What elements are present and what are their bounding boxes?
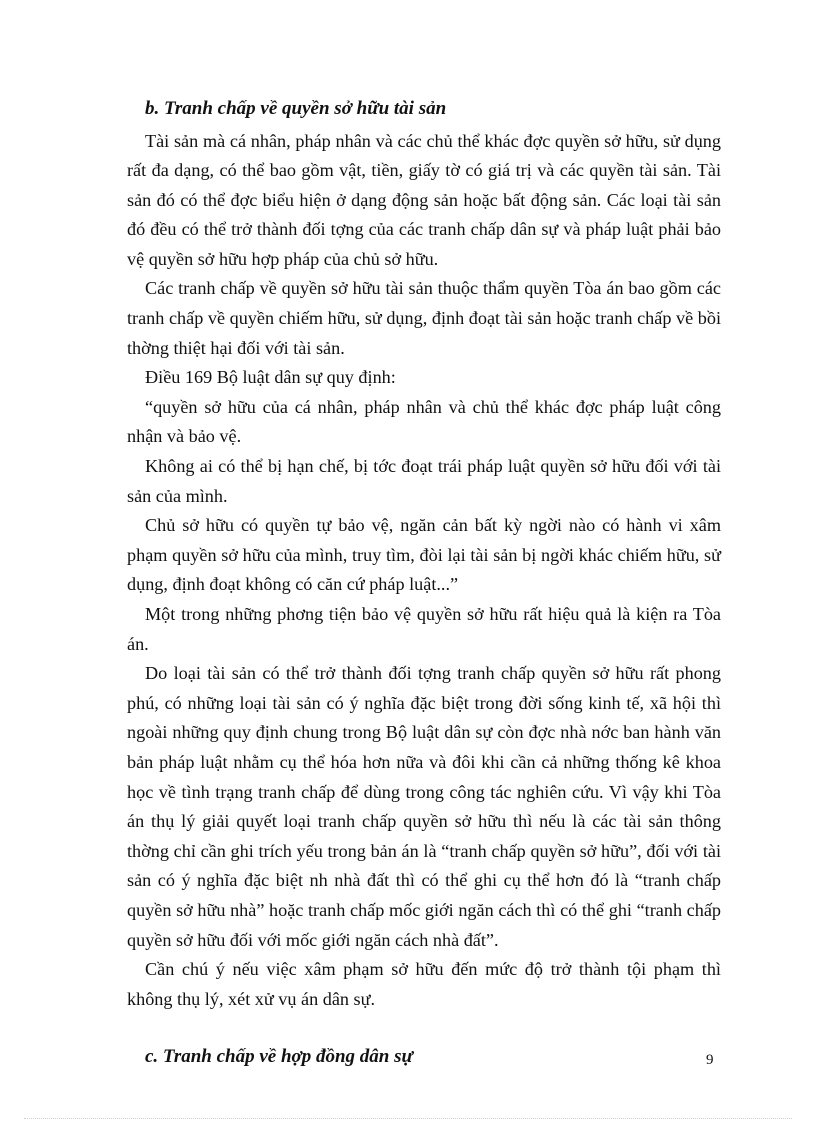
paragraph: Cần chú ý nếu việc xâm phạm sở hữu đến mức độ trở thành tội phạm thì không thụ lý, xét xử vụ án dân sự. — [127, 959, 721, 1009]
paragraph: Các tranh chấp về quyền sở hữu tài sản thuộc thẩm quyền Tòa án bao gồm các tranh chấp về quyền chiếm hữu, sử dụng, định đoạt tài sản hoặc tranh chấp về bồi thờng thiệt hại đối với tài sản. — [127, 278, 721, 358]
quote-paragraph: “quyền sở hữu của cá nhân, pháp nhân và chủ thể khác đợc pháp luật công nhận và bảo vệ. — [127, 396, 721, 447]
page-number: 9 — [706, 1052, 714, 1068]
section-c-heading: c. Tranh chấp về hợp đồng dân sự — [145, 1046, 413, 1068]
section-spacer — [127, 1014, 721, 1040]
quote-paragraph: Chủ sở hữu có quyền tự bảo vệ, ngăn cản bất kỳ ngời nào có hành vi xâm phạm quyền sở hữu của mình, truy tìm, đòi lại tài sản bị ngời khác chiếm hữu, sử dụng, định đoạt không có căn cứ pháp luật...” — [127, 515, 721, 595]
paragraph: Một trong những phơng tiện bảo vệ quyền sở hữu rất hiệu quả là kiện ra Tòa án. — [127, 604, 721, 654]
section-b-heading: b. Tranh chấp về quyền sở hữu tài sản — [145, 98, 447, 119]
paragraph: Điều 169 Bộ luật dân sự quy định: — [145, 367, 396, 388]
paragraph: Do loại tài sản có thể trở thành đối tợng tranh chấp quyền sở hữu rất phong phú, có những loại tài sản có ý nghĩa đặc biệt trong đời sống kinh tế, xã hội thì ngoài những quy định chung trong Bộ luật dân sự còn đợc nhà nớc ban hành văn bản pháp luật nhằm cụ thể hóa hơn nữa và đôi khi cần cả những thống kê khoa học về tình trạng tranh chấp để dùng trong công tác nghiên cứu. Vì vậy khi Tòa án thụ lý giải quyết loại tranh chấp quyền sở hữu thì nếu là các tài sản thông thờng chỉ cần ghi trích yếu trong bản án là “tranh chấp quyền sở hữu”, đối với tài sản có ý nghĩa đặc biệt nh nhà đất thì có thể ghi cụ thể hơn đó là “tranh chấp quyền sở hữu nhà” hoặc tranh chấp mốc giới ngăn cách thì có thể ghi “tranh chấp quyền sở hữu đối với mốc giới ngăn cách nhà đất”. — [127, 663, 721, 950]
paragraph: Tài sản mà cá nhân, pháp nhân và các chủ thể khác đợc quyền sở hữu, sử dụng rất đa dạng, có thể bao gồm vật, tiền, giấy tờ có giá trị và các quyền tài sản. Tài sản đó có thể đợc biểu hiện ở dạng động sản hoặc bất động sản. Các loại tài sản đó đều có thể trở thành đối tợng của các tranh chấp dân sự và pháp luật phải bảo vệ quyền sở hữu hợp pháp của chủ sở hữu. — [127, 130, 721, 269]
footer-divider — [24, 1118, 792, 1119]
quote-paragraph: Không ai có thể bị hạn chế, bị tớc đoạt trái pháp luật quyền sở hữu đối với tài sản của mình. — [127, 456, 721, 506]
page-content — [127, 92, 721, 1075]
